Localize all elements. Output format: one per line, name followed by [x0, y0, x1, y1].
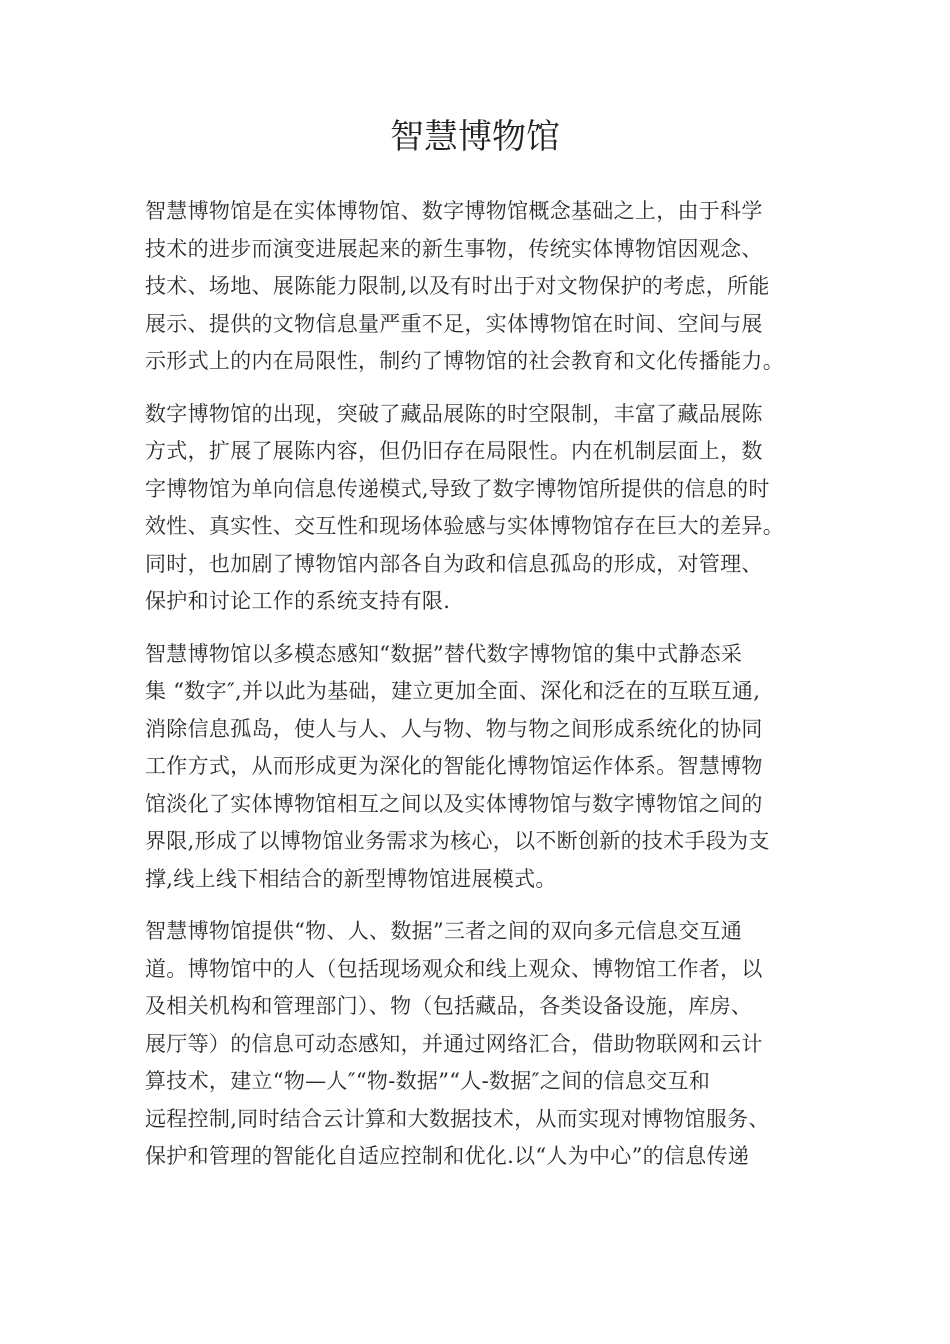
paragraph-3	[145, 636, 810, 899]
paragraph-4	[145, 913, 810, 1176]
document-body	[145, 193, 810, 1191]
paragraph-line: 保护和管理的智能化自适应控制和优化.以“人为中心”的信息传递	[145, 1144, 750, 1168]
paragraph-line: 消除信息孤岛，使人与人、人与物、物与物之间形成系统化的协同	[145, 716, 763, 741]
paragraph-1	[145, 193, 810, 381]
document-title: 智慧博物馆	[390, 117, 560, 157]
paragraph-line: 同时，也加剧了博物馆内部各自为政和信息孤岛的形成，对管理、	[145, 551, 763, 576]
paragraph-line: 撑,线上线下相结合的新型博物馆进展模式。	[145, 866, 557, 891]
paragraph-line: 方式，扩展了展陈内容，但仍旧存在局限性。内在机制层面上，数	[145, 439, 763, 463]
paragraph-line: 展厅等）的信息可动态感知，并通过网络汇合，借助物联网和云计	[145, 1031, 763, 1056]
paragraph-line: 智慧博物馆以多模态感知“数据”替代数字博物馆的集中式静态采	[145, 641, 743, 666]
paragraph-line: 效性、真实性、交互性和现场体验感与实体博物馆存在巨大的差异。	[145, 514, 784, 538]
paragraph-line: 数字博物馆的出现，突破了藏品展陈的时空限制，丰富了藏品展陈	[145, 401, 763, 426]
paragraph-line: 保护和讨论工作的系统支持有限.	[145, 589, 451, 613]
paragraph-line: 技术、场地、展陈能力限制,以及有时出于对文物保护的考虑，所能	[145, 274, 770, 298]
paragraph-line: 算技术，建立“物—人″“物-数据”“人-数据″之间的信息交互和	[145, 1069, 711, 1093]
paragraph-line: 智慧博物馆是在实体博物馆、数字博物馆概念基础之上，由于科学	[145, 199, 763, 223]
paragraph-line: 工作方式，从而形成更为深化的智能化博物馆运作体系。智慧博物	[145, 754, 763, 778]
paragraph-line: 馆淡化了实体博物馆相互之间以及实体博物馆与数字博物馆之间的	[145, 791, 763, 816]
paragraph-2	[145, 396, 810, 621]
paragraph-line: 智慧博物馆提供“物、人、数据”三者之间的双向多元信息交互通	[145, 919, 743, 943]
paragraph-line: 道。博物馆中的人（包括现场观众和线上观众、博物馆工作者，以	[145, 956, 763, 981]
paragraph-line: 示形式上的内在局限性，制约了博物馆的社会教育和文化传播能力。	[145, 349, 784, 373]
paragraph-line: 技术的进步而演变进展起来的新生事物，传统实体博物馆因观念、	[145, 236, 763, 261]
paragraph-line: 展示、提供的文物信息量严重不足，实体博物馆在时间、空间与展	[145, 311, 763, 336]
paragraph-line: 界限,形成了以博物馆业务需求为核心，以不断创新的技术手段为支	[145, 829, 770, 853]
paragraph-line: 集 “数字″,并以此为基础，建立更加全面、深化和泛在的互联互通,	[145, 679, 761, 703]
paragraph-line: 及相关机构和管理部门）、物（包括藏品，各类设备设施，库房、	[145, 994, 753, 1018]
paragraph-line: 远程控制,同时结合云计算和大数据技术，从而实现对博物馆服务、	[145, 1106, 770, 1131]
paragraph-line: 字博物馆为单向信息传递模式,导致了数字博物馆所提供的信息的时	[145, 476, 770, 501]
